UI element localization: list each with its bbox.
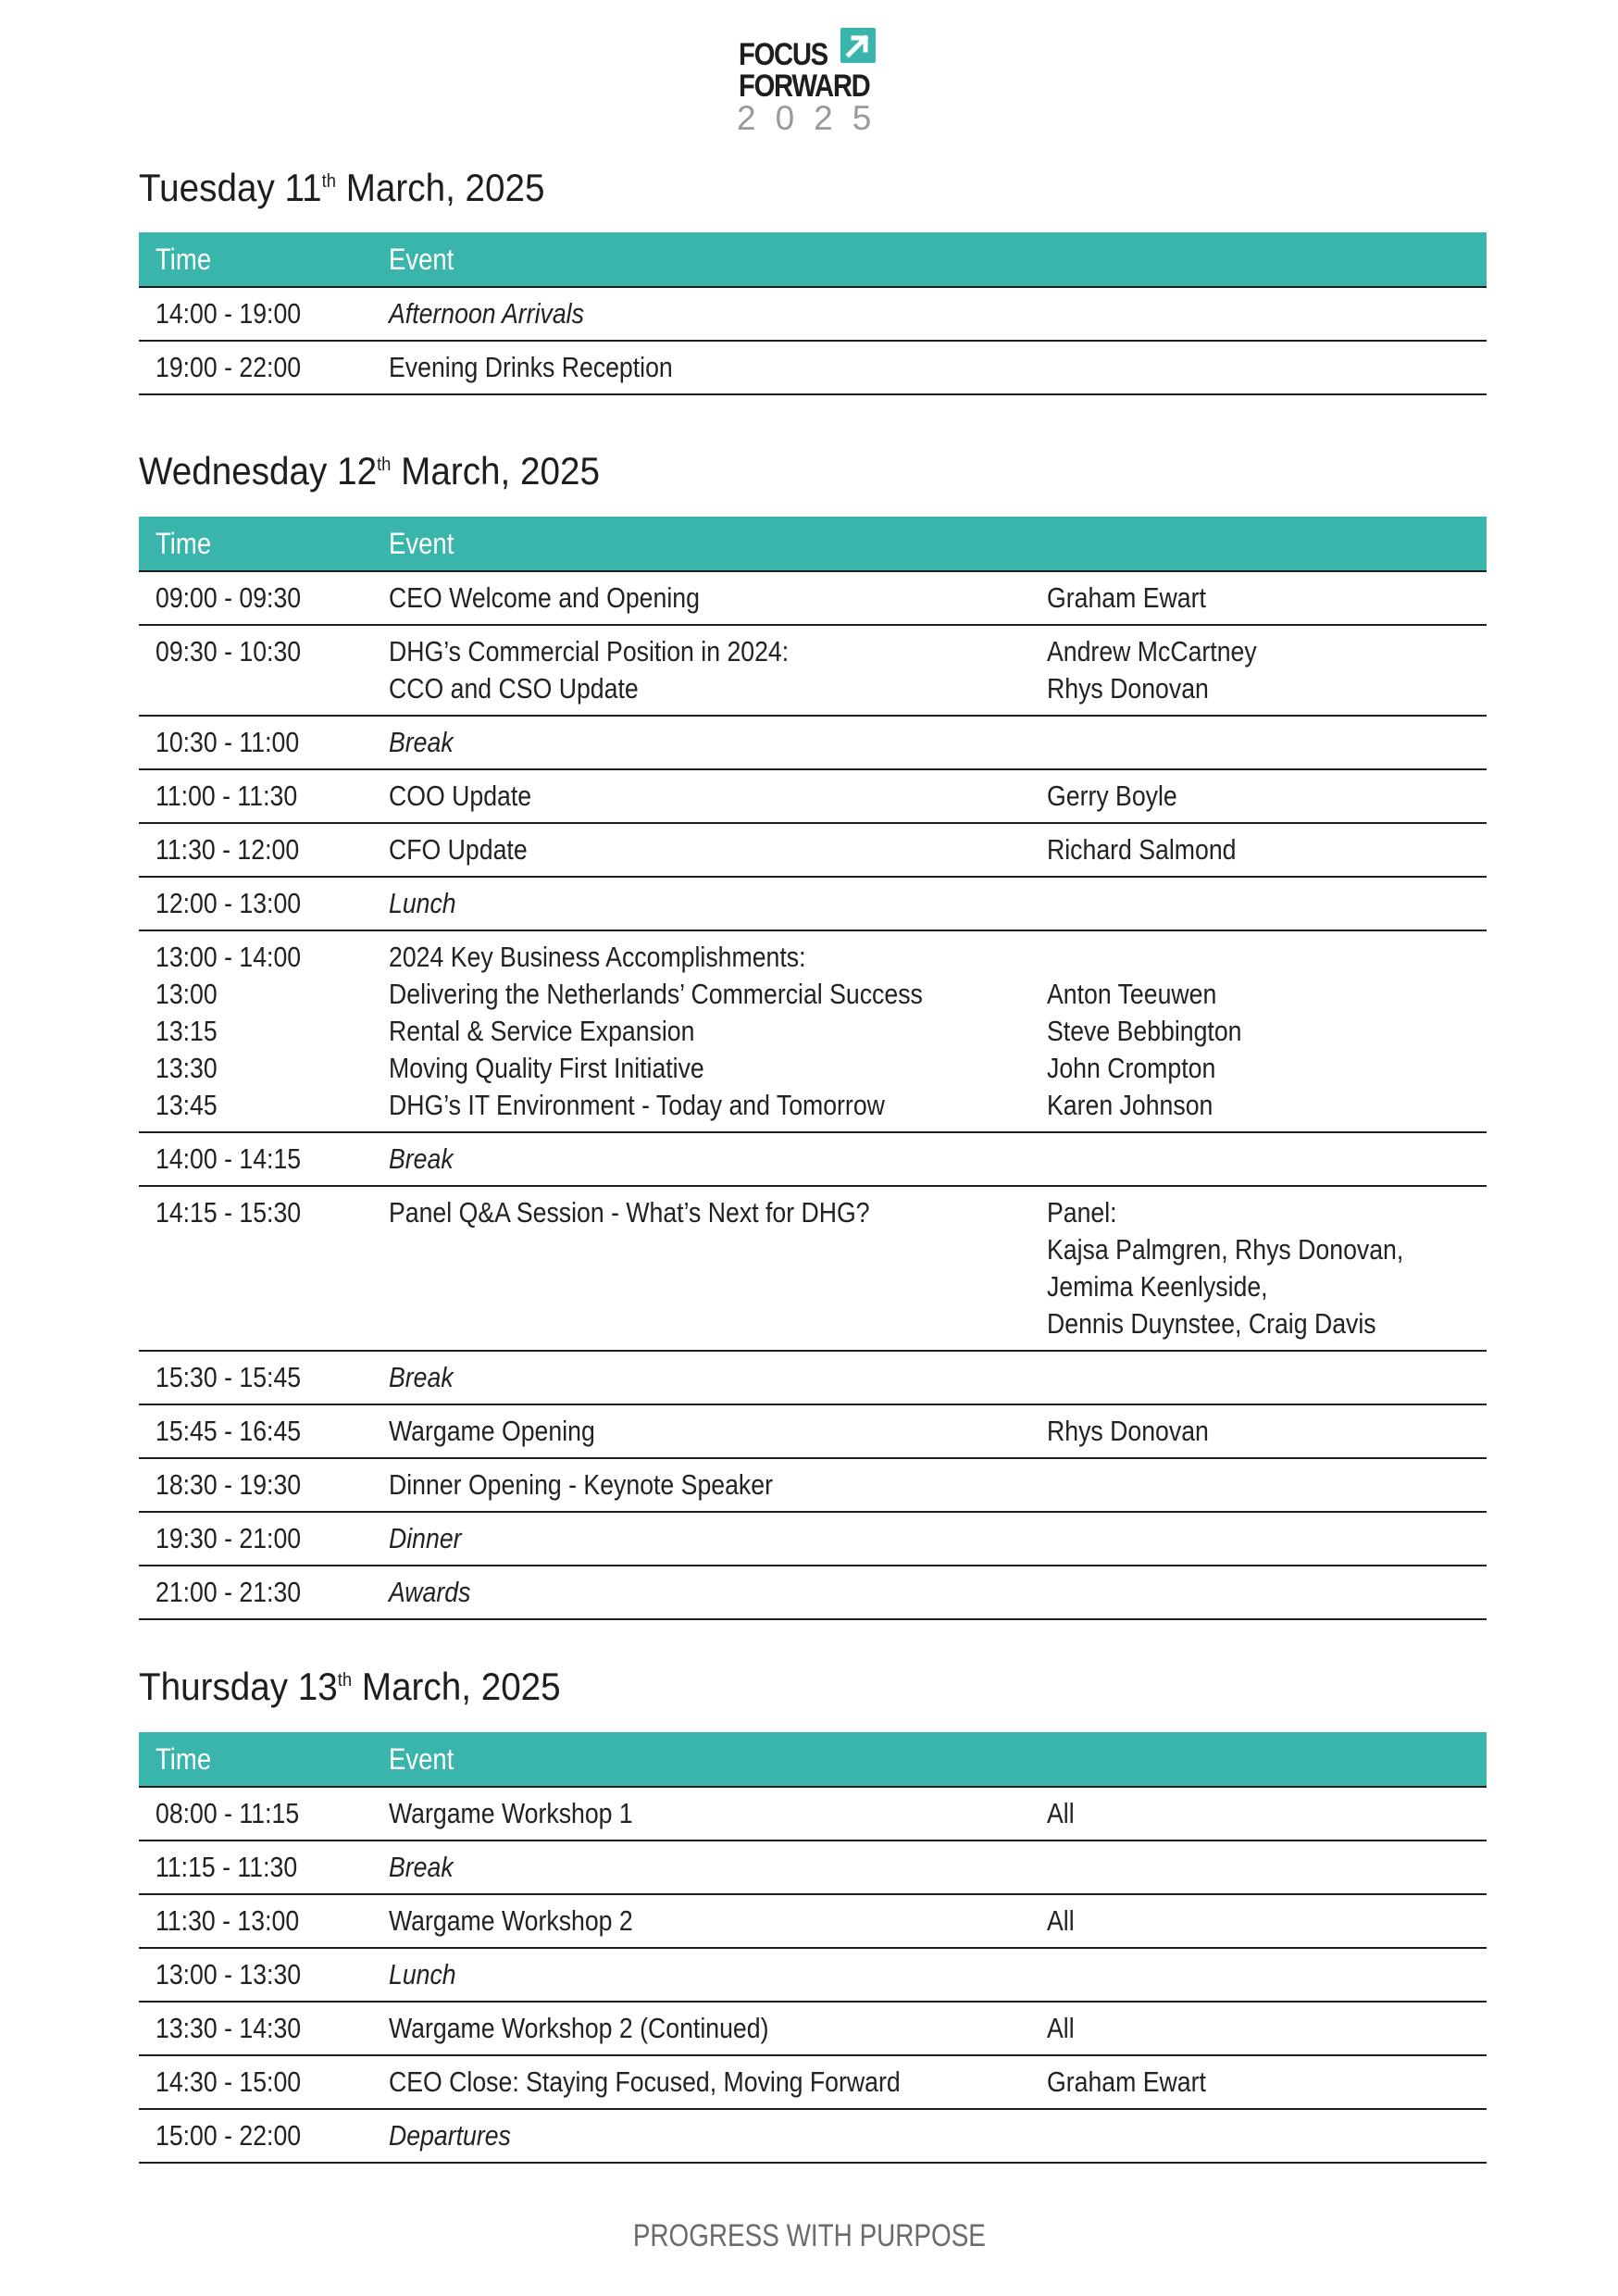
table-row bbox=[139, 1841, 1487, 1894]
speaker-cell-line: Panel: bbox=[1047, 1196, 1117, 1229]
table-row bbox=[139, 625, 1487, 716]
event-cell: Break bbox=[389, 1132, 1047, 1186]
event-cell: Wargame Workshop 1 bbox=[389, 1787, 1047, 1841]
event-cell-line: 2024 Key Business Accomplishments: bbox=[389, 941, 806, 973]
event-cell bbox=[389, 930, 1047, 1132]
time-cell-line: 13:00 - 14:00 bbox=[156, 941, 302, 973]
speaker-cell bbox=[1047, 1132, 1487, 1186]
time-cell: 14:30 - 15:00 bbox=[139, 2055, 389, 2109]
event-cell: Dinner Opening - Keynote Speaker bbox=[389, 1458, 1047, 1512]
speaker-cell-line: Karen Johnson bbox=[1047, 1089, 1214, 1121]
time-cell-line: 13:30 bbox=[156, 1052, 218, 1084]
event-cell: Wargame Workshop 2 bbox=[389, 1894, 1047, 1948]
event-cell: Lunch bbox=[389, 877, 1047, 930]
table-row bbox=[139, 1948, 1487, 2002]
column-header-time: Time bbox=[139, 1732, 389, 1787]
table-row bbox=[139, 716, 1487, 769]
speaker-cell bbox=[1047, 1512, 1487, 1566]
speaker-cell: All bbox=[1047, 1787, 1487, 1841]
event-cell: Awards bbox=[389, 1566, 1047, 1619]
time-cell-line: 13:15 bbox=[156, 1015, 218, 1047]
event-cell: Departures bbox=[389, 2109, 1047, 2163]
time-cell: 10:30 - 11:00 bbox=[139, 716, 389, 769]
event-cell: CEO Welcome and Opening bbox=[389, 571, 1047, 625]
time-cell: 18:30 - 19:30 bbox=[139, 1458, 389, 1512]
focus-forward-logo bbox=[737, 28, 894, 139]
table-row bbox=[139, 1894, 1487, 1948]
speaker-cell bbox=[1047, 1948, 1487, 2002]
speaker-cell-line: Dennis Duynstee, Craig Davis bbox=[1047, 1307, 1376, 1340]
event-cell-line: Rental & Service Expansion bbox=[389, 1015, 695, 1047]
speaker-cell bbox=[1047, 930, 1487, 1132]
table-row bbox=[139, 571, 1487, 625]
event-cell: CFO Update bbox=[389, 823, 1047, 877]
speaker-cell-line: Rhys Donovan bbox=[1047, 672, 1209, 705]
speaker-cell bbox=[1047, 341, 1487, 394]
table-row bbox=[139, 1351, 1487, 1404]
time-cell: 11:00 - 11:30 bbox=[139, 769, 389, 823]
column-header-time: Time bbox=[139, 232, 389, 287]
speaker-cell bbox=[1047, 1351, 1487, 1404]
column-header-event: Event bbox=[389, 1732, 1487, 1787]
table-row bbox=[139, 930, 1487, 1132]
table-row bbox=[139, 1787, 1487, 1841]
time-cell: 11:30 - 13:00 bbox=[139, 1894, 389, 1948]
time-cell: 09:30 - 10:30 bbox=[139, 625, 389, 716]
schedule-table-tuesday bbox=[139, 232, 1487, 395]
table-row bbox=[139, 2055, 1487, 2109]
speaker-cell: Graham Ewart bbox=[1047, 2055, 1487, 2109]
table-row bbox=[139, 2002, 1487, 2055]
table-row bbox=[139, 1132, 1487, 1186]
time-cell: 21:00 - 21:30 bbox=[139, 1566, 389, 1619]
event-cell: Panel Q&A Session - What’s Next for DHG? bbox=[389, 1186, 1047, 1351]
event-cell: Afternoon Arrivals bbox=[389, 287, 1047, 341]
speaker-cell-line: John Crompton bbox=[1047, 1052, 1216, 1084]
table-row bbox=[139, 769, 1487, 823]
table-row bbox=[139, 1458, 1487, 1512]
logo-year: 2025 bbox=[737, 99, 891, 137]
footer-tagline: PROGRESS WITH PURPOSE bbox=[632, 2218, 986, 2253]
logo-line-forward: FORWARD bbox=[739, 69, 870, 104]
time-cell: 09:00 - 09:30 bbox=[139, 571, 389, 625]
speaker-cell bbox=[1047, 2109, 1487, 2163]
speaker-cell bbox=[1047, 1566, 1487, 1619]
time-cell: 11:30 - 12:00 bbox=[139, 823, 389, 877]
speaker-cell-line: Steve Bebbington bbox=[1047, 1015, 1242, 1047]
time-cell: 14:00 - 14:15 bbox=[139, 1132, 389, 1186]
speaker-cell-line: Anton Teeuwen bbox=[1047, 978, 1217, 1010]
event-cell-line: Moving Quality First Initiative bbox=[389, 1052, 704, 1084]
time-cell: 19:00 - 22:00 bbox=[139, 341, 389, 394]
time-cell: 13:30 - 14:30 bbox=[139, 2002, 389, 2055]
table-row bbox=[139, 877, 1487, 930]
time-cell-line: 13:00 bbox=[156, 978, 218, 1010]
event-cell-line: DHG’s IT Environment - Today and Tomorrow bbox=[389, 1089, 885, 1121]
day-heading-tuesday: Tuesday 11th March, 2025 bbox=[139, 166, 545, 209]
table-row bbox=[139, 1566, 1487, 1619]
event-cell: CEO Close: Staying Focused, Moving Forward bbox=[389, 2055, 1047, 2109]
speaker-cell: Gerry Boyle bbox=[1047, 769, 1487, 823]
time-cell: 19:30 - 21:00 bbox=[139, 1512, 389, 1566]
event-cell: Break bbox=[389, 716, 1047, 769]
event-cell: Lunch bbox=[389, 1948, 1047, 2002]
event-cell: Break bbox=[389, 1841, 1047, 1894]
day-heading-thursday: Thursday 13th March, 2025 bbox=[139, 1665, 561, 1708]
time-cell: 11:15 - 11:30 bbox=[139, 1841, 389, 1894]
table-row bbox=[139, 2109, 1487, 2163]
time-cell: 12:00 - 13:00 bbox=[139, 877, 389, 930]
time-cell: 13:00 - 13:30 bbox=[139, 1948, 389, 2002]
table-header-row bbox=[139, 1732, 1487, 1787]
logo-line-focus: FOCUS bbox=[739, 37, 828, 72]
event-cell: COO Update bbox=[389, 769, 1047, 823]
speaker-cell bbox=[1047, 625, 1487, 716]
time-cell bbox=[139, 930, 389, 1132]
speaker-cell-line: Kajsa Palmgren, Rhys Donovan, bbox=[1047, 1233, 1404, 1266]
event-cell-line: Delivering the Netherlands’ Commercial Success bbox=[389, 978, 923, 1010]
event-cell: Dinner bbox=[389, 1512, 1047, 1566]
up-right-arrow-icon bbox=[840, 28, 876, 63]
table-row bbox=[139, 287, 1487, 341]
speaker-cell-line: Jemima Keenlyside, bbox=[1047, 1270, 1268, 1303]
speaker-cell bbox=[1047, 1458, 1487, 1512]
speaker-cell: Graham Ewart bbox=[1047, 571, 1487, 625]
table-row bbox=[139, 823, 1487, 877]
table-row bbox=[139, 341, 1487, 394]
time-cell: 15:30 - 15:45 bbox=[139, 1351, 389, 1404]
column-header-event: Event bbox=[389, 232, 1487, 287]
speaker-cell bbox=[1047, 877, 1487, 930]
speaker-cell bbox=[1047, 716, 1487, 769]
event-cell: Wargame Opening bbox=[389, 1404, 1047, 1458]
table-header-row bbox=[139, 517, 1487, 571]
speaker-cell: All bbox=[1047, 2002, 1487, 2055]
event-cell: Wargame Workshop 2 (Continued) bbox=[389, 2002, 1047, 2055]
time-cell: 14:00 - 19:00 bbox=[139, 287, 389, 341]
time-cell: 15:00 - 22:00 bbox=[139, 2109, 389, 2163]
time-cell: 08:00 - 11:15 bbox=[139, 1787, 389, 1841]
schedule-table-wednesday bbox=[139, 517, 1487, 1620]
time-cell: 14:15 - 15:30 bbox=[139, 1186, 389, 1351]
table-header-row bbox=[139, 232, 1487, 287]
speaker-cell bbox=[1047, 1186, 1487, 1351]
event-cell: Evening Drinks Reception bbox=[389, 341, 1047, 394]
table-row bbox=[139, 1512, 1487, 1566]
column-header-event: Event bbox=[389, 517, 1487, 571]
event-cell-line: CCO and CSO Update bbox=[389, 672, 639, 705]
column-header-time: Time bbox=[139, 517, 389, 571]
speaker-cell-line bbox=[1047, 939, 1241, 976]
time-cell-line: 13:45 bbox=[156, 1089, 218, 1121]
speaker-cell bbox=[1047, 1841, 1487, 1894]
schedule-table-thursday bbox=[139, 1732, 1487, 2164]
event-cell bbox=[389, 625, 1047, 716]
time-cell: 15:45 - 16:45 bbox=[139, 1404, 389, 1458]
speaker-cell: Rhys Donovan bbox=[1047, 1404, 1487, 1458]
table-row bbox=[139, 1186, 1487, 1351]
speaker-cell bbox=[1047, 287, 1487, 341]
speaker-cell: Richard Salmond bbox=[1047, 823, 1487, 877]
day-heading-wednesday: Wednesday 12th March, 2025 bbox=[139, 449, 600, 493]
table-row bbox=[139, 1404, 1487, 1458]
event-cell-line: DHG’s Commercial Position in 2024: bbox=[389, 635, 790, 668]
speaker-cell: All bbox=[1047, 1894, 1487, 1948]
speaker-cell-line: Andrew McCartney bbox=[1047, 635, 1257, 668]
event-cell: Break bbox=[389, 1351, 1047, 1404]
